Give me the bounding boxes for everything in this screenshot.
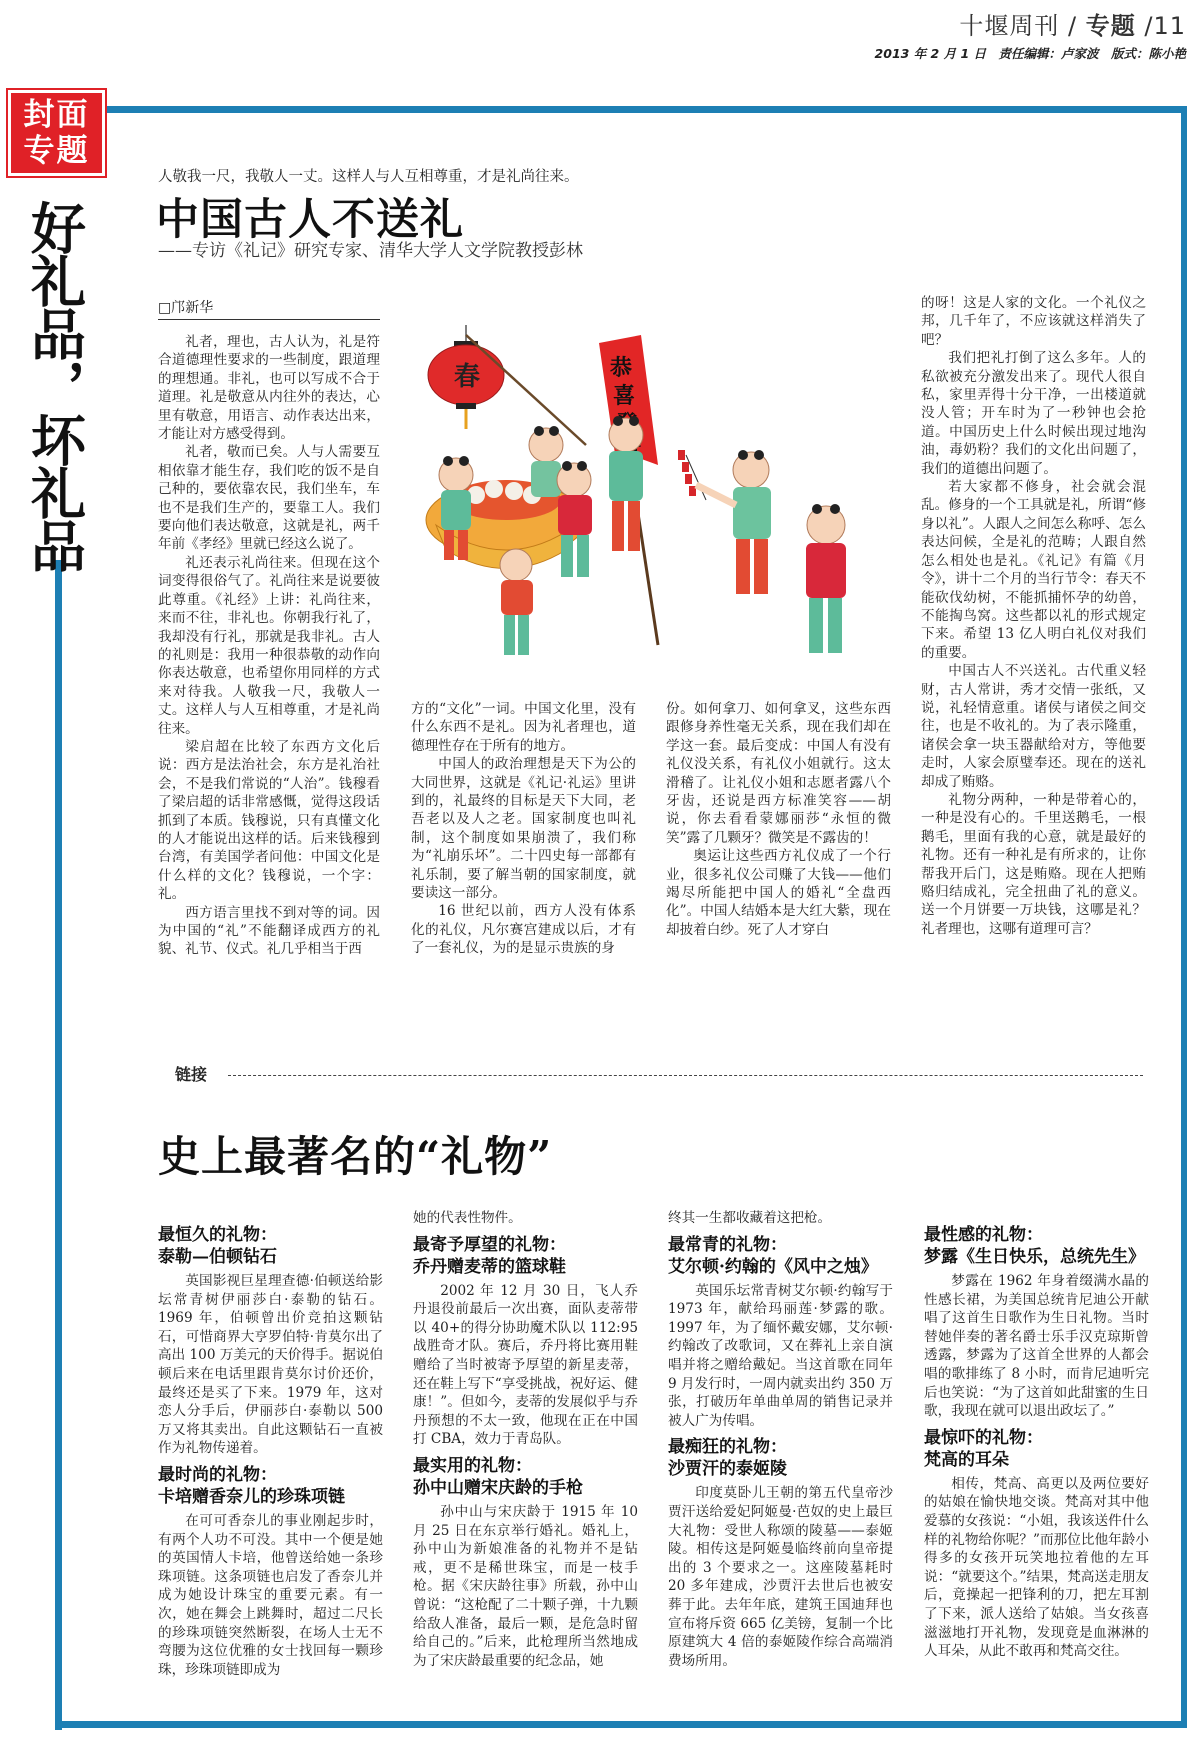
gift-name: 梵高的耳朵: [924, 1449, 1009, 1470]
article-lead: 人敬我一尺，我敬人一丈。这样人与人互相尊重，才是礼尚往来。: [158, 169, 579, 185]
gift-description: 终其一生都收藏着这把枪。: [668, 1210, 832, 1226]
gift-name: 艾尔顿·约翰的《风中之烛》: [668, 1256, 878, 1277]
paragraph: 梁启超在比较了东西方文化后说：西方是法治社会，东方是礼治社会，不是我们常说的“人治”。钱穆看了梁启超的话非常感慨，觉得这段话抓到了本质。钱穆说，只有真懂文化的人才能说出这样的话。后来钱穆到台湾，有美国学者问他：中国文化是什么样的文化？钱穆说，一个字：礼。: [158, 738, 380, 903]
gift-heading: 最寄予厚望的礼物：: [413, 1234, 566, 1255]
gift-heading: 最常青的礼物：: [668, 1234, 787, 1255]
gift-description: 2002 年 12 月 30 日，飞人乔丹退役前最后一次出赛，面队麦蒂带以 40+的得分协助魔术队以 112:95 战胜奇才队。赛后，乔丹将比赛用鞋赠给了当时被寄予厚望的新星麦蒂，还在鞋上写下“享受挑战，祝好运、健康！”。但如今，麦蒂的发展似乎与乔丹预想的不太一致，他现在正在中国打 CBA，效力于青岛队。: [413, 1282, 638, 1448]
byline: □邝新华: [158, 297, 380, 320]
badge-line-1: 封面: [23, 97, 90, 133]
gift-description: 梦露在 1962 年身着缀满水晶的性感长裙，为美国总统肯尼迪公开献唱了这首生日歌作为生日礼物。当时替她伴奏的著名爵士乐手汉克琼斯曾透露，梦露为了这首全世界的人都会唱的歌排练了 8 小时，而肯尼迪听完后也笑说：“为了这首如此甜蜜的生日歌，我现在就可以退出政坛了。”: [924, 1273, 1149, 1420]
gift-name: 梦露《生日快乐，总统先生》: [924, 1247, 1145, 1267]
gift-heading: 最痴狂的礼物：: [668, 1437, 787, 1458]
article-title: 中国古人不送礼: [156, 195, 464, 245]
gift-heading: 最性感的礼物：: [924, 1225, 1043, 1245]
paragraph: 奥运让这些西方礼仪成了一个行业，很多礼仪公司赚了大钱——他们竭尽所能把中国人的婚礼“全盘西化”。中国人结婚本是大红大紫，现在却披着白纱。死了人才穿白: [666, 848, 891, 938]
gift-description: 印度莫卧儿王朝的第五代皇帝沙贾汗送给爱妃阿姬曼·芭奴的史上最巨大礼物：受世人称颂的陵墓——泰姬陵。相传这是阿姬曼临终前向皇帝提出的 3 个要求之一。这座陵墓耗时 20 多年建成，沙贾汗去世后也被安葬于此。去年年底，建筑王国迪拜也宣布将斥资 665 亿美镑，复制一个比原建筑大 4 倍的泰姬陵作综合高端消费场所用。: [668, 1485, 893, 1669]
gift-name: 卡培赠香奈儿的珍珠项链: [158, 1486, 345, 1507]
paragraph: 我们把礼打倒了这么多年。人的私欲被充分激发出来了。现代人很自私，家里弄得十分干净，一出楼道就没人管；开车时为了一秒钟也会抢道。中国历史上什么时候出现过地沟油，毒奶粉？我们的文化出问题了，我们的道德出问题了。: [921, 350, 1146, 477]
gift-name: 乔丹赠麦蒂的篮球鞋: [413, 1256, 566, 1277]
left-rule: [55, 560, 62, 1730]
article-column-3: [666, 700, 891, 939]
gift-name: 沙贾汗的泰姬陵: [668, 1459, 787, 1480]
gift-name: 泰勒—伯顿钻石: [158, 1247, 277, 1267]
gift-description: 孙中山与宋庆龄于 1915 年 10 月 25 日在东京举行婚礼。婚礼上，孙中山为新娘准备的礼物并不是钻戒，更不是稀世珠宝，而是一枝手枪。据《宋庆龄往事》所载，孙中山曾说：“这枪配了二十颗子弹，十九颗给敌人准备，最后一颗，是危急时留给自己的。”后来，此枪理所当然地成为了宋庆龄最重要的纪念品，她: [413, 1503, 638, 1669]
article-column-2: [411, 700, 636, 958]
paragraph: 中国人的政治理想是天下为公的大同世界，这就是《礼记·礼运》里讲到的，礼最终的目标是天下大同，老吾老以及人之老。国家制度也叫礼制，这个制度如果崩溃了，我们称为“礼崩乐坏”。二十四史每一部都有礼乐制，要了解当朝的国家制度，就要读这一部分。: [411, 756, 636, 902]
page-number: 11: [1153, 12, 1186, 40]
dashed-divider: [228, 1075, 1143, 1076]
gift-name: 孙中山赠宋庆龄的手枪: [413, 1477, 583, 1498]
gift-description: 英国乐坛常青树艾尔顿·约翰写于 1973 年，献给玛丽莲·梦露的歌。1997 年，为了缅怀戴安娜，艾尔顿·约翰改了改歌词，又在葬礼上亲自演唱并将之赠给戴妃。当这首歌在同年 9 月发行时，一周内就卖出约 350 万张，打破历年单曲单周的销售记录并被人广为传唱。: [668, 1282, 893, 1429]
masthead-sep: /: [1059, 12, 1086, 40]
paragraph: 份。如何拿刀、如何拿叉，这些东西跟修身养性毫无关系，现在我们却在学这一套。最后变成：中国人有没有礼仪没关系，有礼仪小姐就行。这太滑稽了。让礼仪小姐和志愿者露八个牙齿，还说是西方标准笑容——胡说，你去看看蒙娜丽莎“永恒的微笑”露了几颗牙？微笑是不露齿的！: [666, 701, 891, 846]
gift-column-2: [413, 1209, 638, 1670]
masthead: [875, 6, 1186, 62]
paper-name: 十堰周刊: [959, 12, 1060, 40]
paragraph: 礼者，敬而已矣。人与人需要互相依靠才能生存，我们吃的饭不是自己种的，要依靠农民，我们坐车，车也不是我们生产的，要靠工人。我们要向他们表达敬意，这就是礼，两千年前《孝经》里就已经这么说了。: [158, 444, 380, 553]
badge-line-2: 专题: [23, 133, 90, 169]
link-label: 链接: [175, 1065, 208, 1084]
gift-heading: 最时尚的礼物：: [158, 1464, 277, 1485]
gift-column-3: [668, 1209, 893, 1670]
paragraph: 16 世纪以前，西方人没有体系化的礼仪，凡尔赛宫建成以后，才有了一套礼仪，为的是显示贵族的身: [411, 903, 636, 957]
gift-description: 在可可香奈儿的事业刚起步时，有两个人功不可没。其中一个便是她的英国情人卡培，他曾送给她一条珍珠项链。这条项链也启发了香奈儿并成为她设计珠宝的重要元素。有一次，她在舞会上跳舞时，超过二尺长的珍珠项链突然断裂，在场人士无不弯腰为这位优雅的女士找回每一颗珍珠，珍珠项链即成为: [158, 1512, 383, 1678]
paragraph: 西方语言里找不到对等的词。因为中国的“礼”不能翻译成西方的礼貌、礼节、仪式。礼几乎相当于西: [158, 904, 380, 958]
gift-column-1: [158, 1218, 383, 1679]
paragraph: 中国古人不兴送礼。古代重义轻财，古人常讲，秀才交情一张纸，又说，礼轻情意重。诸侯与诸侯之间交往，也是不收礼的。为了表示隆重，诸侯会拿一块玉器献给对方，等他要走时，人家会原璧奉还。现在的送礼却成了贿赂。: [921, 663, 1146, 790]
paragraph: 礼者，理也，古人认为，礼是符合道德理性要求的一些制度，跟道理的理想通。非礼，也可以写成不合于道理。礼是敬意从内往外的表达，心里有敬意，用语言、动作表达出来，才能让对方感受得到。: [158, 334, 380, 443]
issue-credits: 2013 年 2 月 1 日 责任编辑：卢家波 版式：陈小艳: [874, 46, 1186, 61]
gift-description: 相传，梵高、高更以及两位要好的姑娘在愉快地交谈。梵高对其中他爱慕的女孩说：“小姐，我该送件什么样的礼物给你呢？”而那位比他年龄小得多的女孩开玩笑地拉着他的左耳说：“就要这个。”结果，梵高送走朋友后，竟操起一把锋利的刀，把左耳割了下来，派人送给了姑娘。当女孩喜滋滋地打开礼物，发现竟是血淋淋的人耳朵，从此不敢再和梵高交往。: [924, 1475, 1149, 1660]
new-year-children-illustration: [396, 325, 911, 690]
paragraph: 礼物分两种，一种是带着心的，一种是没有心的。千里送鹅毛，一根鹅毛，里面有我的心意，就是最好的礼物。还有一种礼是有所求的，让你帮我开后门，这是贿赂。现在人把贿赂归结成礼，完全扭曲了礼的意义。送一个月饼要一万块钱，这哪是礼？礼者理也，这哪有道理可言？: [921, 791, 1146, 937]
gift-heading: 最恒久的礼物：: [158, 1225, 277, 1245]
gift-column-4: [924, 1218, 1149, 1661]
cover-topic-badge: [6, 88, 107, 178]
article-column-1: [158, 333, 380, 959]
vertical-title: 好礼品，坏礼品: [22, 200, 87, 571]
gift-description: 她的代表性物件。: [413, 1210, 522, 1226]
gift-heading: 最实用的礼物：: [413, 1455, 532, 1476]
sidebar-title: 史上最著名的“礼物”: [158, 1132, 553, 1181]
paragraph: 礼还表示礼尚往来。但现在这个词变得很俗气了。礼尚往来是说要彼此尊重。《礼经》上讲：礼尚往来，来而不往，非礼也。你朝我行礼了，我却没有行礼，那就是我非礼。古人的礼则是：我用一种很恭敬的动作向你表达敬意，也希望你用同样的方式来对待我。人敬我一尺，我敬人一丈。这样人与人互相尊重，才是礼尚往来。: [158, 554, 380, 737]
article-column-4: [921, 294, 1146, 938]
banner-text: 恭喜: [610, 355, 636, 409]
lantern-text: 春: [454, 362, 481, 392]
paragraph: 方的“文化”一词。中国文化里，没有什么东西不是礼。因为礼者理也，道德理性存在于所有的地方。: [411, 701, 636, 754]
gift-description: 英国影视巨星理查德·伯顿送给影坛常青树伊丽莎白·泰勒的钻石。1969 年，伯顿曾出价竞拍这颗钻石，可惜商界大亨罗伯特·肯莫尔出了高出 100 万美元的天价得手。据说伯顿后来在电话里跟肯莫尔讨价还价，最终还是买了下来。1979 年，这对恋人分手后，伊丽莎白·泰勒以 500 万又将其卖出。自此这颗钻石一直被作为礼物传递着。: [158, 1273, 383, 1457]
masthead-sep: /: [1135, 12, 1154, 40]
article-subtitle: ——专访《礼记》研究专家、清华大学人文学院教授彭林: [158, 241, 583, 261]
paragraph: 的呀！这是人家的文化。一个礼仪之邦，几千年了，不应该就这样消失了吧？: [921, 295, 1146, 348]
section-name: 专题: [1085, 12, 1136, 40]
gift-heading: 最惊吓的礼物：: [924, 1427, 1043, 1448]
paragraph: 若大家都不修身，社会就会混乱。修身的一个工具就是礼，所谓“修身以礼”。人跟人之间怎么称呼、怎么表达问候，全是礼的范畴；人跟自然怎么相处也是礼。《礼记》有篇《月令》，讲十二个月的当行节令：春天不能砍伐幼树，不能抓捕怀孕的幼兽，不能掏鸟窝。这些都以礼的形式规定下来。希望 13 亿人明白礼仪对我们的重要。: [921, 479, 1146, 661]
